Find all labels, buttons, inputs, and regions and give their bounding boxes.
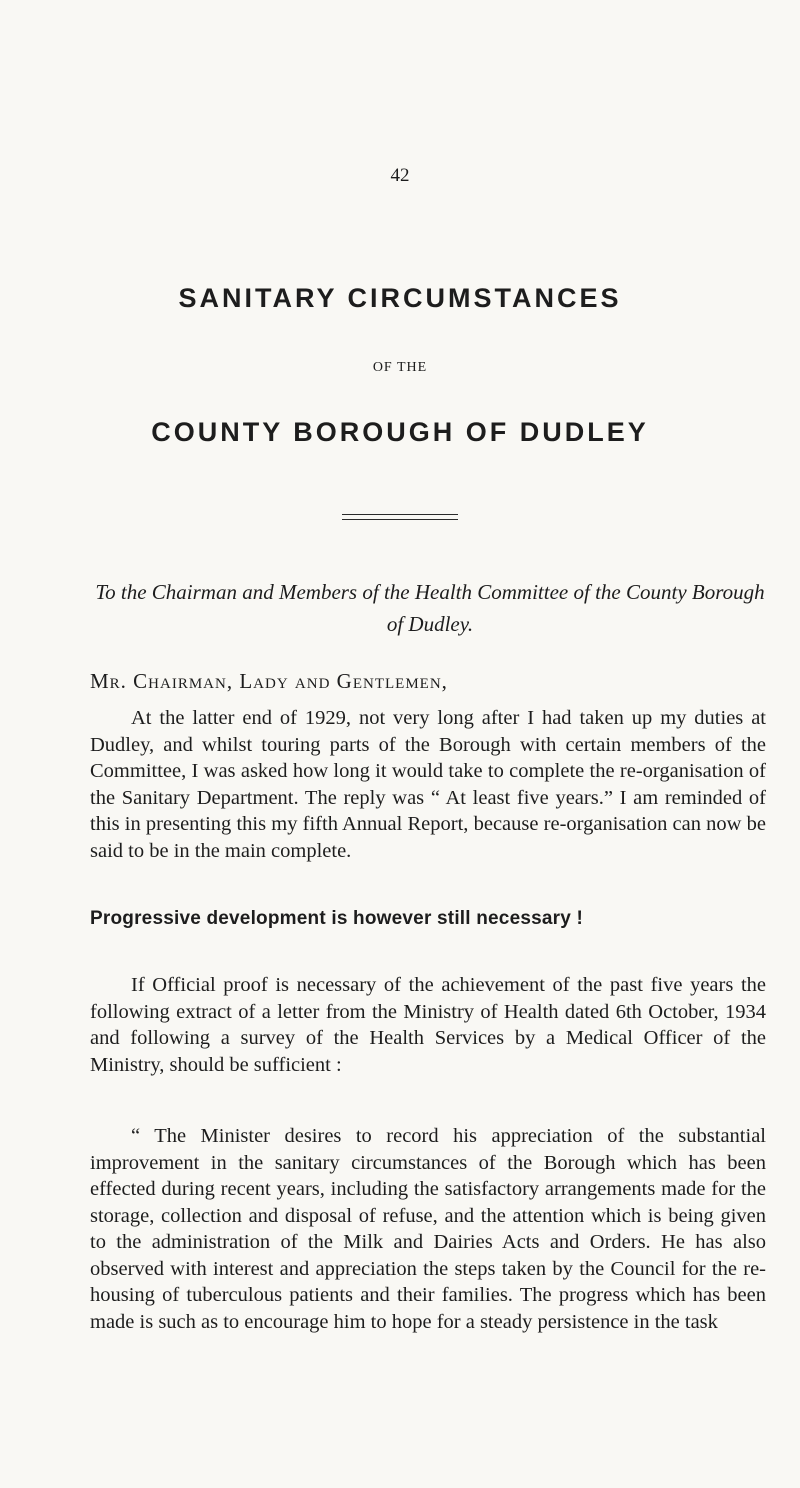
report-title: SANITARY CIRCUMSTANCES [178, 283, 622, 313]
divider-rule-top [342, 514, 458, 515]
letter-salutation: Mr. Chairman, Lady and Gentlemen, [90, 669, 448, 693]
page-number: 42 [390, 165, 410, 186]
paragraph-official-proof: If Official proof is necessary of the achievement of the past five years the following extract of a letter from the Ministry of Health dated 6th October, 1934 and following a survey of the Health Services by a Medical Officer of the Ministry, should be sufficient : [90, 974, 766, 1076]
section-heading: Progressive development is however still necessary ! [90, 908, 584, 929]
paragraph-introduction: At the latter end of 1929, not very long after I had taken up my duties at Dudley, and whilst touring parts of the Borough with certain members of the Committee, I was asked how long it would take to complete the re-organisation of the Sanitary Department. The reply was “ At least five years.” I am reminded of this in presenting this my fifth Annual Report, because re-organisation can now be said to be in the main complete. [90, 707, 766, 862]
paragraph-ministry-quote: “ The Minister desires to record his appreciation of the substantial improvement in the sanitary circumstances of the Borough which has been effected during recent years, including the satisfactory arrangements made for the storage, collection and disposal of refuse, and the attention which is being given to the administration of the Milk and Dairies Acts and Orders. He has also observed with interest and appreciation the steps taken by the Council for the re-housing of tuberculous patients and their families. The progress which has been made is such as to encourage him to hope for a steady persistence in the task [90, 1125, 766, 1333]
borough-title: COUNTY BOROUGH OF DUDLEY [151, 417, 649, 447]
divider-rule-bottom [342, 519, 458, 520]
report-subtitle: OF THE [372, 360, 428, 375]
letter-address: To the Chairman and Members of the Health Committee of the County Borough of Dudley. [95, 580, 765, 636]
